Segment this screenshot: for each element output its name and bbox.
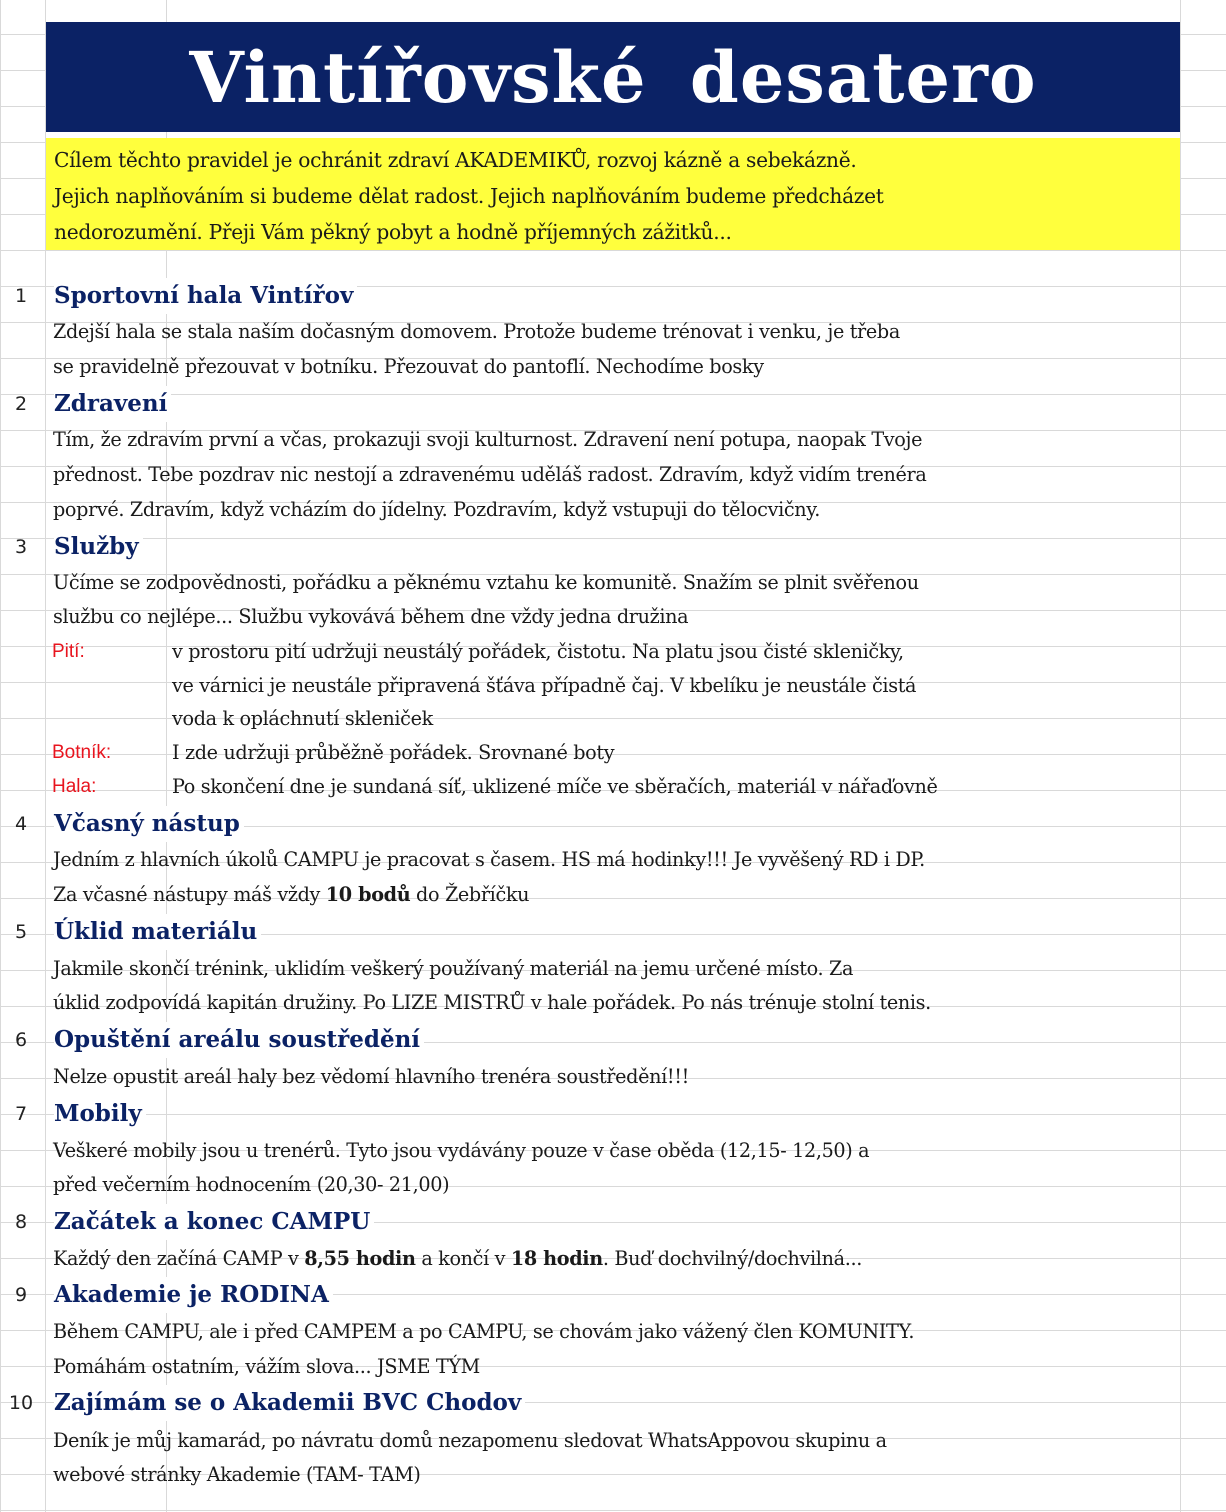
sub-item-row bbox=[0, 769, 1226, 805]
rule-text: Jedním z hlavních úkolů CAMPU je pracovat s časem. HS má hodinky!!! Je vyvěšený RD i DP. bbox=[53, 848, 925, 871]
rule-number: 4 bbox=[14, 813, 28, 835]
rule-text-row bbox=[0, 1423, 1226, 1459]
intro-line: nedorozumění. Přeji Vám pěkný pobyt a hodně příjemných zážitků... bbox=[54, 220, 732, 244]
rule-heading: Akademie je RODINA bbox=[54, 1277, 333, 1313]
rule-number: 6 bbox=[14, 1029, 28, 1051]
rule-text-row bbox=[0, 1314, 1226, 1350]
rule-text: před večerním hodnocením (20,30- 21,00) bbox=[53, 1173, 450, 1196]
rule-text-part: . Buď dochvilný/dochvilná... bbox=[602, 1247, 862, 1270]
rule-text: Jakmile skončí trénink, uklidím veškerý používaný materiál na jemu určené místo. Za bbox=[53, 957, 854, 980]
rule-header-row bbox=[0, 806, 1226, 842]
sub-item-label: Hala: bbox=[52, 776, 97, 797]
rule-header-row bbox=[0, 1022, 1226, 1058]
rule-text-row bbox=[0, 842, 1226, 878]
rule-number: 5 bbox=[14, 921, 28, 943]
rule-text-row bbox=[0, 314, 1226, 350]
page-title: Vintířovské desatero bbox=[189, 35, 1037, 119]
rule-text-row bbox=[0, 1349, 1226, 1385]
rule-text-row bbox=[0, 492, 1226, 528]
rule-text: se pravidelně přezouvat v botníku. Přezouvat do pantoflí. Nechodíme bosky bbox=[53, 355, 764, 378]
title-banner bbox=[46, 22, 1180, 132]
rule-number: 2 bbox=[14, 393, 28, 415]
rule-header-row bbox=[0, 1385, 1226, 1421]
rule-text: Tím, že zdravím první a včas, prokazuji svoji kulturnost. Zdravení není potupa, naopak Tvoje bbox=[53, 428, 923, 451]
sub-item-text: v prostoru pití udržuji neustálý pořádek, čistotu. Na platu jsou čisté skleničky, bbox=[172, 640, 904, 663]
rule-header-row bbox=[0, 1204, 1226, 1240]
rule-number: 9 bbox=[14, 1284, 28, 1306]
rule-text-row bbox=[0, 985, 1226, 1021]
rule-text: poprvé. Zdravím, když vcházím do jídelny. Pozdravím, když vstupuji do tělocvičny. bbox=[53, 498, 820, 521]
rule-heading: Úklid materiálu bbox=[54, 914, 261, 950]
rule-text: webové stránky Akademie (TAM- TAM) bbox=[53, 1463, 421, 1486]
rule-number: 8 bbox=[14, 1211, 28, 1233]
rule-text-part: Každý den začíná CAMP v bbox=[53, 1247, 305, 1270]
rule-text: Veškeré mobily jsou u trenérů. Tyto jsou vydávány pouze v čase oběda (12,15- 12,50) a bbox=[53, 1139, 870, 1162]
rule-header-row bbox=[0, 914, 1226, 950]
rule-number: 3 bbox=[14, 536, 28, 558]
rule-header-row bbox=[0, 386, 1226, 422]
intro-line: Cílem těchto pravidel je ochránit zdraví AKADEMIKŮ, rozvoj kázně a sebekázně. bbox=[54, 148, 857, 172]
rule-text-row bbox=[0, 877, 1226, 913]
rule-heading: Zdravení bbox=[54, 386, 171, 422]
rule-text: přednost. Tebe pozdrav nic nestojí a zdravenému uděláš radost. Zdravím, když vidím trenéra bbox=[53, 463, 927, 486]
start-time-highlight: 8,55 hodin bbox=[304, 1247, 416, 1270]
rule-number: 1 bbox=[14, 285, 28, 307]
sub-item-row bbox=[0, 735, 1226, 771]
rule-text-part: do Žebříčku bbox=[410, 883, 530, 906]
rule-heading: Zajímám se o Akademii BVC Chodov bbox=[54, 1385, 525, 1421]
rule-text: Deník je můj kamarád, po návratu domů nezapomenu sledovat WhatsAppovou skupinu a bbox=[53, 1429, 887, 1452]
rule-text: Pomáhám ostatním, vážím slova... JSME TÝM bbox=[53, 1355, 480, 1378]
rule-text: službu co nejlépe... Službu vykovává během dne vždy jedna družina bbox=[53, 605, 689, 628]
rule-header-row bbox=[0, 1277, 1226, 1313]
rule-text-row bbox=[0, 1059, 1226, 1095]
rule-text-row bbox=[0, 349, 1226, 385]
sub-item-text: voda k opláchnutí skleniček bbox=[172, 707, 433, 730]
rule-header-row bbox=[0, 1096, 1226, 1132]
rule-text-row bbox=[0, 1133, 1226, 1169]
rule-number: 7 bbox=[14, 1103, 28, 1125]
points-highlight: 10 bodů bbox=[325, 883, 411, 906]
sub-item-text: I zde udržuji průběžně pořádek. Srovnané boty bbox=[172, 741, 615, 764]
rule-heading: Mobily bbox=[54, 1096, 146, 1132]
sub-item-row bbox=[0, 634, 1226, 670]
rule-heading: Opuštění areálu soustředění bbox=[54, 1022, 424, 1058]
rule-heading: Začátek a konec CAMPU bbox=[54, 1204, 374, 1240]
rule-text: úklid zodpovídá kapitán družiny. Po LIZE MISTRŮ v hale pořádek. Po nás trénuje stolní tenis. bbox=[53, 991, 931, 1014]
sub-item-label: Botník: bbox=[52, 742, 112, 763]
end-time-highlight: 18 hodin bbox=[510, 1247, 603, 1270]
rule-text: Zdejší hala se stala naším dočasným domovem. Protože budeme trénovat i venku, je třeba bbox=[53, 320, 900, 343]
rule-text bbox=[53, 877, 529, 913]
rule-text-row bbox=[0, 565, 1226, 601]
rule-text: Nelze opustit areál haly bez vědomí hlavního trenéra soustředění!!! bbox=[53, 1065, 689, 1088]
rule-text-part: a končí v bbox=[415, 1247, 511, 1270]
rule-text: Učíme se zodpovědnosti, pořádku a pěknému vztahu ke komunitě. Snažím se plnit svěřenou bbox=[53, 571, 919, 594]
rule-text-row bbox=[0, 599, 1226, 635]
rule-text-part: Za včasné nástupy máš vždy bbox=[53, 883, 326, 906]
intro-line: Jejich naplňováním si budeme dělat radost. Jejich naplňováním budeme předcházet bbox=[54, 184, 884, 208]
sub-item-label: Pití: bbox=[52, 641, 85, 662]
rule-text: Během CAMPU, ale i před CAMPEM a po CAMPU, se chovám jako vážený člen KOMUNITY. bbox=[53, 1320, 915, 1343]
rule-text-row bbox=[0, 951, 1226, 987]
sub-item-row bbox=[0, 701, 1226, 737]
rule-header-row bbox=[0, 278, 1226, 314]
rule-heading: Sportovní hala Vintířov bbox=[54, 278, 357, 314]
rule-text-row bbox=[0, 1241, 1226, 1277]
sub-item-text: ve várnici je neustále připravená šťáva případně čaj. V kbelíku je neustále čistá bbox=[172, 674, 917, 697]
rule-heading: Včasný nástup bbox=[54, 806, 244, 842]
rule-text-row bbox=[0, 1457, 1226, 1493]
rule-text bbox=[53, 1241, 862, 1277]
rule-number: 10 bbox=[8, 1392, 34, 1414]
rule-text-row bbox=[0, 422, 1226, 458]
rule-heading: Služby bbox=[54, 529, 143, 565]
rule-text-row bbox=[0, 1167, 1226, 1203]
sub-item-text: Po skončení dne je sundaná síť, uklizené míče ve sběračích, materiál v nářaďovně bbox=[172, 775, 938, 798]
rule-text-row bbox=[0, 457, 1226, 493]
rule-header-row bbox=[0, 529, 1226, 565]
sub-item-row bbox=[0, 668, 1226, 704]
intro-box bbox=[46, 138, 1180, 250]
